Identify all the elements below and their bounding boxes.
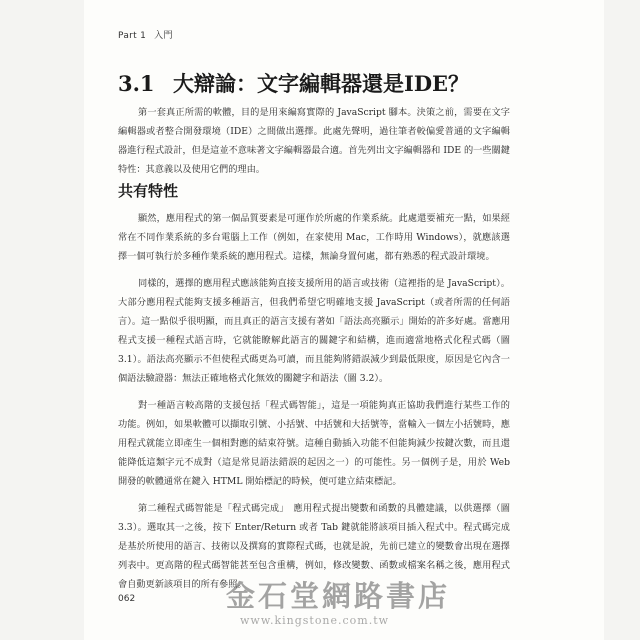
watermark-url: www.kingstone.com.tw [240, 614, 390, 627]
body-text-block [118, 209, 510, 602]
body-paragraph: 第二種程式碼智能是「程式碼完成」 應用程式提出變數和函數的具體建議，以供選擇（圖 3.3）。選取其一之後，按下 Enter/Return 或者 Tab 鍵就能將該項目插入程式中。程式碼完成是基於所使用的語言、技術以及撰寫的實際程式碼，也就是說，先前已建立的變數會出現在選擇列表中。更高階的程式碼智能甚至包含重構，例如，修改變數、函數或檔案名稱之後，應用程式會自動更新該項目的所有參照。 [118, 503, 510, 590]
body-paragraph: 同樣的，選擇的應用程式應該能夠直接支援所用的語言或技術（這裡指的是 JavaScript）。大部分應用程式能夠支援多種語言，但我們希望它明確地支援 JavaScript（或者所需的任何語言）。這一點似乎很明顯，而且真正的語言支援有著如「語法高亮顯示」開始的許多好處。當應用程式支援一種程式語言時，它就能瞭解此語言的關鍵字和結構，進而適當地格式化程式碼（圖 3.1）。語法高亮顯示不但使程式碼更為可讀，而且能夠將錯誤減少到最低限度，原因是它內含一個語法驗證器：無法正確地格式化無效的關鍵字和語法（圖 3.2）。 [118, 278, 510, 384]
subsection-heading: 共有特性 [118, 182, 179, 200]
page-number: 062 [118, 594, 136, 604]
watermark-brand: 金石堂網路書店 [226, 579, 451, 613]
intro-block [118, 103, 510, 187]
watermark [226, 574, 526, 634]
body-paragraph: 對一種語言較高階的支援包括「程式碼智能」，這是一項能夠真正協助我們進行某些工作的功能。例如，如果軟體可以擷取引號、小括號、中括號和大括號等，當輸入一個左小括號時，應用程式就能立即產生一個相對應的結束符號。這種自動插入功能不但能夠減少按鍵次數，而且還能降低這類字元不成對（這是常見語法錯誤的起因之一）的可能性。另一個例子是，用於 Web 開發的軟體通常在鍵入 HTML 開始標記的時候，便可建立結束標記。 [118, 400, 510, 487]
chapter-label: 入門 [154, 31, 173, 41]
intro-paragraph: 第一套真正所需的軟體，目的是用來編寫實際的 JavaScript 腳本。決策之前，需要在文字編輯器或者整合開發環境（IDE）之間做出選擇。此處先聲明，過往筆者較偏愛普通的文字編輯器進行程式設計，但是這並不意味著文字編輯器最合適。首先列出文字編輯器和 IDE 的一些關鍵特性：其意義以及使用它們的理由。 [118, 107, 510, 175]
section-title [118, 68, 558, 98]
part-label: Part 1 [118, 31, 147, 41]
section-number: 3.1 [118, 71, 155, 96]
body-paragraph: 顯然，應用程式的第一個品質要素是可運作於所處的作業系統。此處還要補充一點，如果經常在不同作業系統的多台電腦上工作（例如，在家使用 Mac，工作時用 Windows），就應該選擇一個可執行於多種作業系統的應用程式。這樣，無論身置何處，都有熟悉的程式設計環境。 [118, 213, 510, 262]
section-title-text: 大辯論：文字編輯器還是IDE？ [173, 71, 470, 96]
running-header [118, 28, 173, 41]
